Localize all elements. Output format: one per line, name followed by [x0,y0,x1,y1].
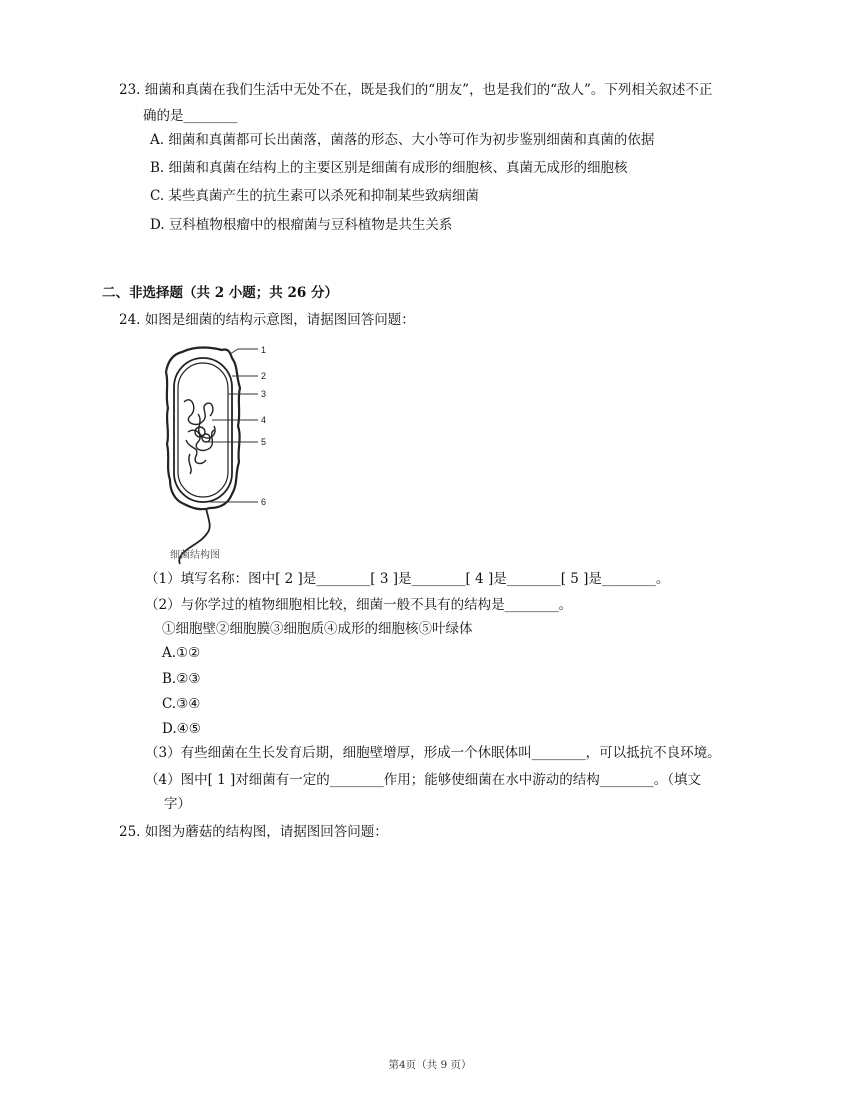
bacteria-structure-figure [140,336,290,566]
label-5: 5 [261,437,267,447]
label-4: 4 [261,415,267,425]
label-3: 3 [261,389,267,399]
q23-stem-line1: 23. 细菌和真菌在我们生活中无处不在，既是我们的“朋友”，也是我们的“敌人”。下列相关叙述不正 [119,82,713,98]
q23-option-d: D. 豆科植物根瘤中的根瘤菌与豆科植物是共生关系 [150,217,453,233]
page-footer: 第4页（共 9 页） [388,1059,472,1071]
cell-wall [174,358,232,502]
q24-sub4-line2: 字） [164,796,191,812]
q24-sub3: （3）有些细菌在生长发育后期，细胞壁增厚，形成一个休眠体叫________，可以抵抗不良环境。 [145,745,721,761]
q23-stem-line2: 确的是________ [143,108,238,124]
q24-stem: 24. 如图是细菌的结构示意图，请据图回答问题： [119,312,415,328]
label-1: 1 [261,345,267,355]
q24-sub2-option-b: B.②③ [162,671,201,687]
q25-stem: 25. 如图为蘑菇的结构图，请据图回答问题： [119,824,388,840]
label-2: 2 [261,371,267,381]
q24-sub2-option-c: C.③④ [162,696,201,712]
q23-option-c: C. 某些真菌产生的抗生素可以杀死和抑制某些致病细菌 [150,188,479,204]
figure-caption: 细菌结构图 [170,550,220,561]
q24-sub2-option-a: A.①② [162,645,201,661]
cell-membrane [178,363,228,497]
q23-option-b: B. 细菌和真菌在结构上的主要区别是细菌有成形的细胞核、真菌无成形的细胞核 [150,160,628,176]
section-heading: 二、非选择题（共 2 小题；共 26 分） [102,285,338,301]
q24-sub1: （1）填写名称：图中[ 2 ]是________[ 3 ]是________[ 4 ]是________[ 5 ]是________。 [145,571,670,587]
q24-sub4-line1: （4）图中[ 1 ]对细菌有一定的________作用；能够使细菌在水中游动的结构________。（填文 [145,772,702,788]
q23-option-a: A. 细菌和真菌都可长出菌落，菌落的形态、大小等可作为初步鉴别细菌和真菌的依据 [150,132,655,148]
dna-region [184,400,215,474]
q24-sub2: （2）与你学过的植物细胞相比较，细菌一般不具有的结构是________。 [145,597,573,613]
q24-sub2-items: ①细胞壁②细胞膜③细胞质④成形的细胞核⑤叶绿体 [162,621,473,637]
label-6: 6 [261,497,267,507]
q24-sub2-option-d: D.④⑤ [162,721,201,737]
